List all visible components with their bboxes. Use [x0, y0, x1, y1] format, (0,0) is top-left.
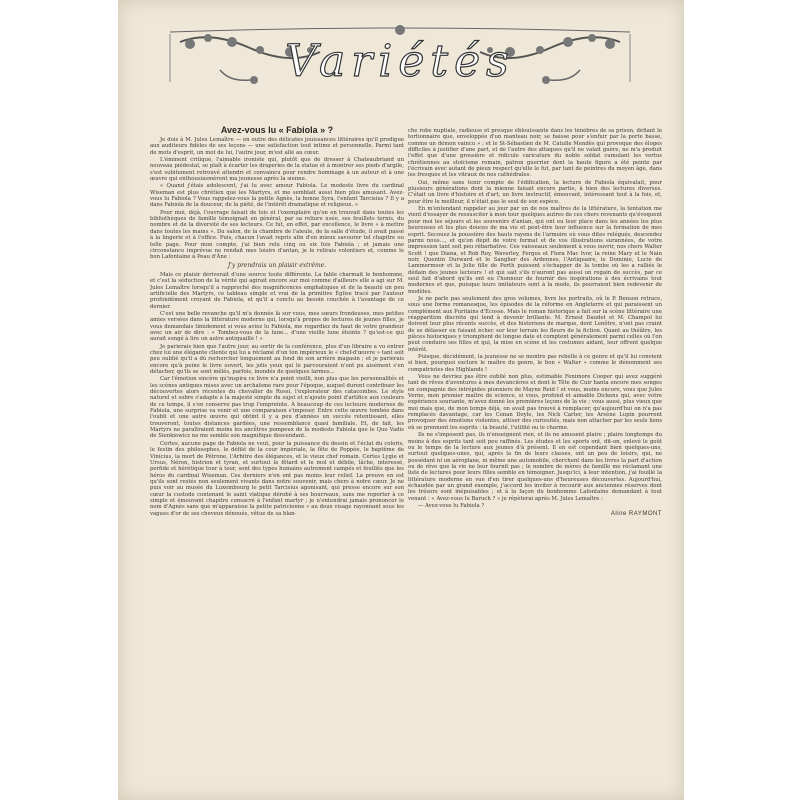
article-paragraph: Je dois à M. Jules Lemaître — en outre des délicates jouissances littéraires qu'il prodigue aux auditeurs fidèles de ses leçons — une satisfaction tout intime et personnelle. Parmi tant de mots d'esprit, un mot de lui, l'autre jour, m'est allé au cœur. [150, 137, 404, 156]
article-paragraph: Vous ne devriez pas être oublié non plus, estimable Fenimore Cooper qui avez suggéré tant de rêves d'aventures à mes devancières et dont le Tête de Cuir hanta encore mes songes en compagnie des intrépides pionniers de Mayne Reid ! et vous, moins encore, vous que Jules Verne, mon premier maître de science, si vous, profond et aimable Dickens qui, avec votre expérience souriante, m'avez donné les premières leçons de la vie ; vous aussi, plus vieux que moi mais que, de mon temps déjà, on avait pas trouvé à remplacer, qu'aujourd'hui on n'a pas remplacés davantage, car les Conan Doyle, les Nick Carter, les Arsène Lupin pourront provoquer des émotions violentes, attiser des curiosités, mais non attacher par les seuls liens où se prennent les esprits : la beauté, l'utilité ou le charme. [408, 374, 662, 431]
article-column-right [408, 128, 662, 788]
article-paragraph: L'éminent critique, l'aimable ironiste qui, plutôt que de dresser à Chateaubriand un nouveau piédestal, se plaît à écarter les draperies de la statue et à montrer ses pieds d'argile, s'est subitement retrouvé attendri et convaincu pour rendre hommage à un auteur et à une œuvre qui enthousiasmèrent ma jeunesse après la sienne. [150, 157, 404, 183]
article-title: Avez-vous lu « Fabiola » ? [220, 125, 334, 135]
article-paragraph: Pour moi, déjà, l'ouvrage faisait de lois et l'exemplaire qu'on en trouvait dans toutes les bibliothèques de famille témoignait en général, par sa reliure usée, ses feuillets ternis, du nombre et de la diversité de ses lecteurs. Ce fut, en effet, par excellence, le livre « à mettre dans toutes les mains ». Du salon, de la chambre de l'aïeule, de la salle d'étude, il avait passé à la lingerie et à l'office. Puis, chacun l'avait repris afin d'en mieux savourer tel chapitre ou telle page. Pour mon compte, j'ai bien relu cinq ou six fois Fabiola ; et jamais une circonstance imprévue ne rendait mes loisirs d'antan, je le relirais volontiers et, comme le bon Lafontaine à Peau d'Âne : [150, 209, 404, 261]
closing-line: — Avez-vous lu Fabiola ? [418, 502, 485, 509]
author-signature: Aline RAYMONT [610, 511, 662, 518]
article-column-left [150, 124, 404, 784]
article-paragraph: Oui, même sans tenir compte de l'édification, la lecture de Fabiola équivalait, pour plusieurs générations dont la mienne faisait encore partie, à bien des lectures diverses. C'était un livre d'histoire et d'art, un livre instructif, émouvant, intéressant tout à la fois, et, pour être le meilleur, il n'était pas le seul de son espèce. [408, 179, 662, 205]
article-paragraph: Car l'émotion sincère qu'inspira ce livre n'a point vieilli, non plus que les personnalités et les scènes antiques mises avec un archaïsme rare pour l'époque, auquel durent contribuer les découvertes alors récentes du chevalier de Rossi, l'explorateur des catacombes. Le style naturel et sobre s'adapte à la majesté simple du sujet et n'ajoute point d'artifice aux couleurs de ce temps, il s'en conserve pas trop l'empreinte. À beaucoup de ces lecteurs modernes de Fabiola, une surprise va venir et une comparaison s'imposer. Entre cette œuvre tombée dans l'oubli et une autre œuvre qui obtint il y a peu d'années un succès retentissant, elles trouveront, toutes distances gardées, une ressemblance quasi familiale. Et, de fait, les Martyrs ne paraîtraient moins les ancêtres pompeux de la modeste Fabiola que le Quo Vadis de Sienkiewicz ne me semble son magnifique descendant. [150, 376, 404, 440]
article-paragraph: C'est une belle revanche qu'il m'a donnée là sur vous, mes sœurs frondeuses, mes petites amies versées dans la littérature moderne qui, lorsqu'à propos de lectures de jeunes filles, je vous demandais timidement si vous aviez lu Fabiola, me regardiez du haut de votre grandeur avec un air de dire : « Tombez-vous de la lune… d'une vieille lune éteinte ? qu'est-ce qui aurait songé à lire un autre antiquaille ! » [150, 310, 404, 343]
article-paragraph: Mais ce plaisir dériverait d'une source toute différente. La fable charmait le bonhomme, et c'est la séduction de la vérité qui agirait encore sur moi comme d'ailleurs elle a agi sur M. Jules Lemaître lorsqu'il a rapproché des magnificences emphatiques et de la beauté un peu artificielle des Martyrs, ce tableau simple et vrai de la primitive Église tracé par l'auteur profondément croyant de Fabiola, et qu'il a conclu au besoin couchée à l'avantage de ce dernier. [150, 271, 404, 310]
section-title: Variétés [285, 36, 515, 87]
article-paragraph: che robe nuptiale, radieuse et presque éblouissante dans les ténèbres de sa prison, défiant le tortionnaire que, enveloppée d'un manteau noir, se baisse pour s'enfuir par la porte basse, comme un démon vaincu » ; et le St-Sébastien de M. Catulle Mendès qui provoque des éloges difficiles à justifier d'une part, et de l'autre des attaques qu'il ne valait guère, ne m'a produit l'effet que d'une grossière et ridicule caricature du noble soldat cumulant les vertus chrétiennes au stoïcisme romain, patron guerrier dont la haute figure a été peinte par l'écrivain avec autant de pieux respect qu'elle le fut, par tant de peintres du moyen âge, dans les fresques et les vitraux de nos cathédrales. [408, 128, 662, 179]
article-paragraph: Ils ne s'imposent pas, ils n'enseignent rien, et ils ne amusent plaire ; plaire longtemps du moins à des esprits tant soit peu raffinés. Les études et les sports ont, dit-on, enlevé le goût ou le temps de la lecture aux jeunes d'à présent. Il en est cependant bien quelques-uns, surtout quelques-unes, qui, après la fin de leurs classes, ont un peu de loisirs, qui, ne possédant ni un aéroplane, ni même une automobile, cherchent dans les livres la part d'action ou de rêve que la vie ne leur fournit pas ; le nombre de mères de famille me réclamant une liste de lectures pour leurs filles semble en témoigner. Jusqu'ici, à leur intention, j'ai fouillé la littérature moderne en vue d'en tirer quelques-uns d'heureuses découvertes. Aujourd'hui, échaudée par un grand exemple, j'accord les inviter à recourir aux anciennes réserves dont les trésors sont inépuisables ; et à la façon du bonhomme Lafontaine demandant à tout venant : « Avez-vous lu Baruch ? » je répèterai après M. Jules Lemaître : [408, 432, 662, 502]
article-paragraph: Puisque, décidément, la jeunesse ne se montre pas rebelle à ce genre et qu'il lui convient si bien, pourquoi exclure le maître du genre, le bon « Walter » comme le dénomment ses compatriotes des Highlands ! [408, 354, 662, 373]
verse-quote: J'y prendrais un plaisir extrême. [227, 261, 327, 269]
article-paragraph: « Quand j'étais adolescent, j'ai lu avec amour Fabiola. Le modeste livre du cardinal Wiseman est plus chrétien que les Martyrs, et me semblait aussi bien plus amusant. Avez-vous lu Fabiola ? Vous rappelez-vous la petite Agnès, la bonne Syra, l'enfant Tarcisius ? Il y a dans Fabiola de la douceur, de la piété, de l'intérêt dramatique et religieux. » [150, 183, 404, 209]
article-paragraph: Je ne parle pas seulement des gros volumes, livre les portraits, où le P. Benson retrace, sous une forme romanesque, les épisodes de la réforme en Angleterre et qui paraissent un complément aux Puritains d'Écosse. Mais le roman historique a fait sur la scène littéraire une réapparition discrète qui tend à devenir brillante. M. Ernest Daudet et M. Champol lui doivent leur plus récents succès, et des historiens de marque, dont Lenôtre, n'ont pas craint de se délasser en faisant échec sur leur terrain les fleurs de la fiction. Quant au théâtre, les pièces historiques y triomphent de longue date et comptent généralement parmi celles où l'on peut conduire ses filles et qui, la mise en scène et les costumes aidant, leur offrent quelque intérêt. [408, 295, 662, 353]
article-paragraph: Je parierais bien que l'autre jour, au sortir de la conférence, plus d'un libraire a vu entrer chez lui une élégante cliente qui lui a réclamé d'un ton impérieux le « chef-d'œuvre » tant soit peu oublié qu'il a dû rechercher longuement au fond de son arrière magasin ; et je parierais encore qu'à peine le livre ouvert, les jolis yeux qui le parcouraient n'ont pu aisément s'en détacher, qu'ils se sont mêlés, parfois, inondés de quelques larmes… [150, 343, 404, 376]
section-banner [150, 22, 650, 100]
article-paragraph: Certes, aucune page de Fabiola ne veut, pour la puissance du dessin et l'éclat du coloris, le festin des philosophes, le défilé de la cour impériale, la fête de Poppée, le baptême de Vinicius, la mort de Pétrone, l'Arbitre des élégances, et le vieux chef romain. Certes Lygie et Ursus, Néron, histrion et tyran, et surtout le fêtard et le mol et débile, lâche, intéressé, perfide et hérétique tour à tour, sont des types humains autrement campés et fouillés que les héros du cardinal Wiseman. Ces derniers n'en ont pas moins leur relief. La preuve en est qu'ils sont restés non seulement vivants dans notre souvenir, mais chers à notre cœur. Je ne puis voir au musée du Luxembourg le petit Tarcisius agonisant, qui presse encore sur son cœur la custode contenant le saint viatique dérobé à ses bourreaux, sans me reporter à ce simple et émouvant chapitre consacré à l'enfant martyr ; je n'entendrai jamais prononcer le nom d'Agnès sans que m'apparaisse la petite patricienne « au doux visage rayonnant sous les vagues d'or de ses cheveux dénoués, vêtue de sa blan- [150, 440, 404, 517]
article-paragraph: En m'entendant rappeler au jour par un de nos maîtres de la littérature, la tentation me vient d'essayer de ressusciter à mon tour quelques autres de ces chers revenants qu'évoquent pour moi les séjours et les souvenirs d'antan, qui ont eu leur place dans les années les plus heureuses et les plus douces de ma vie et peut-être leur influence sur la formation de mes esprit. Secouez la poussière des hauts rayons de l'armoire où vous dites relégués, descendez parmi nous…, et qu'on dépit de votre format et de vos illustrations surannées, de votre impression tant soit peu rébarbative. Ces vaisseaux seulement à vous ouvrir, nos chers Walter Scott ! que Diana, et Rob Roy, Waverley, Fergus et Flora Mac Ivor, la reine Mary et le Nain noir, Quentin Durward et le Sanglier des Ardennes, l'Antiquaire, le Dominie, Lucie de Lammermoor et la Jolie fille de Perth puissent s'échapper de la tombe où les a ralliés le dédain des jeunes lecteurs ! et qui sait s'ils n'auront pas aussi un regain de succès, par ce seul fait d'abord qu'ils ont eu l'honneur de fournir des inspirations à des écrivains tout modernes et que, puisque leurs imitateurs sont à la mode, ils pourraient bien redevenir de modèles. [408, 206, 662, 295]
